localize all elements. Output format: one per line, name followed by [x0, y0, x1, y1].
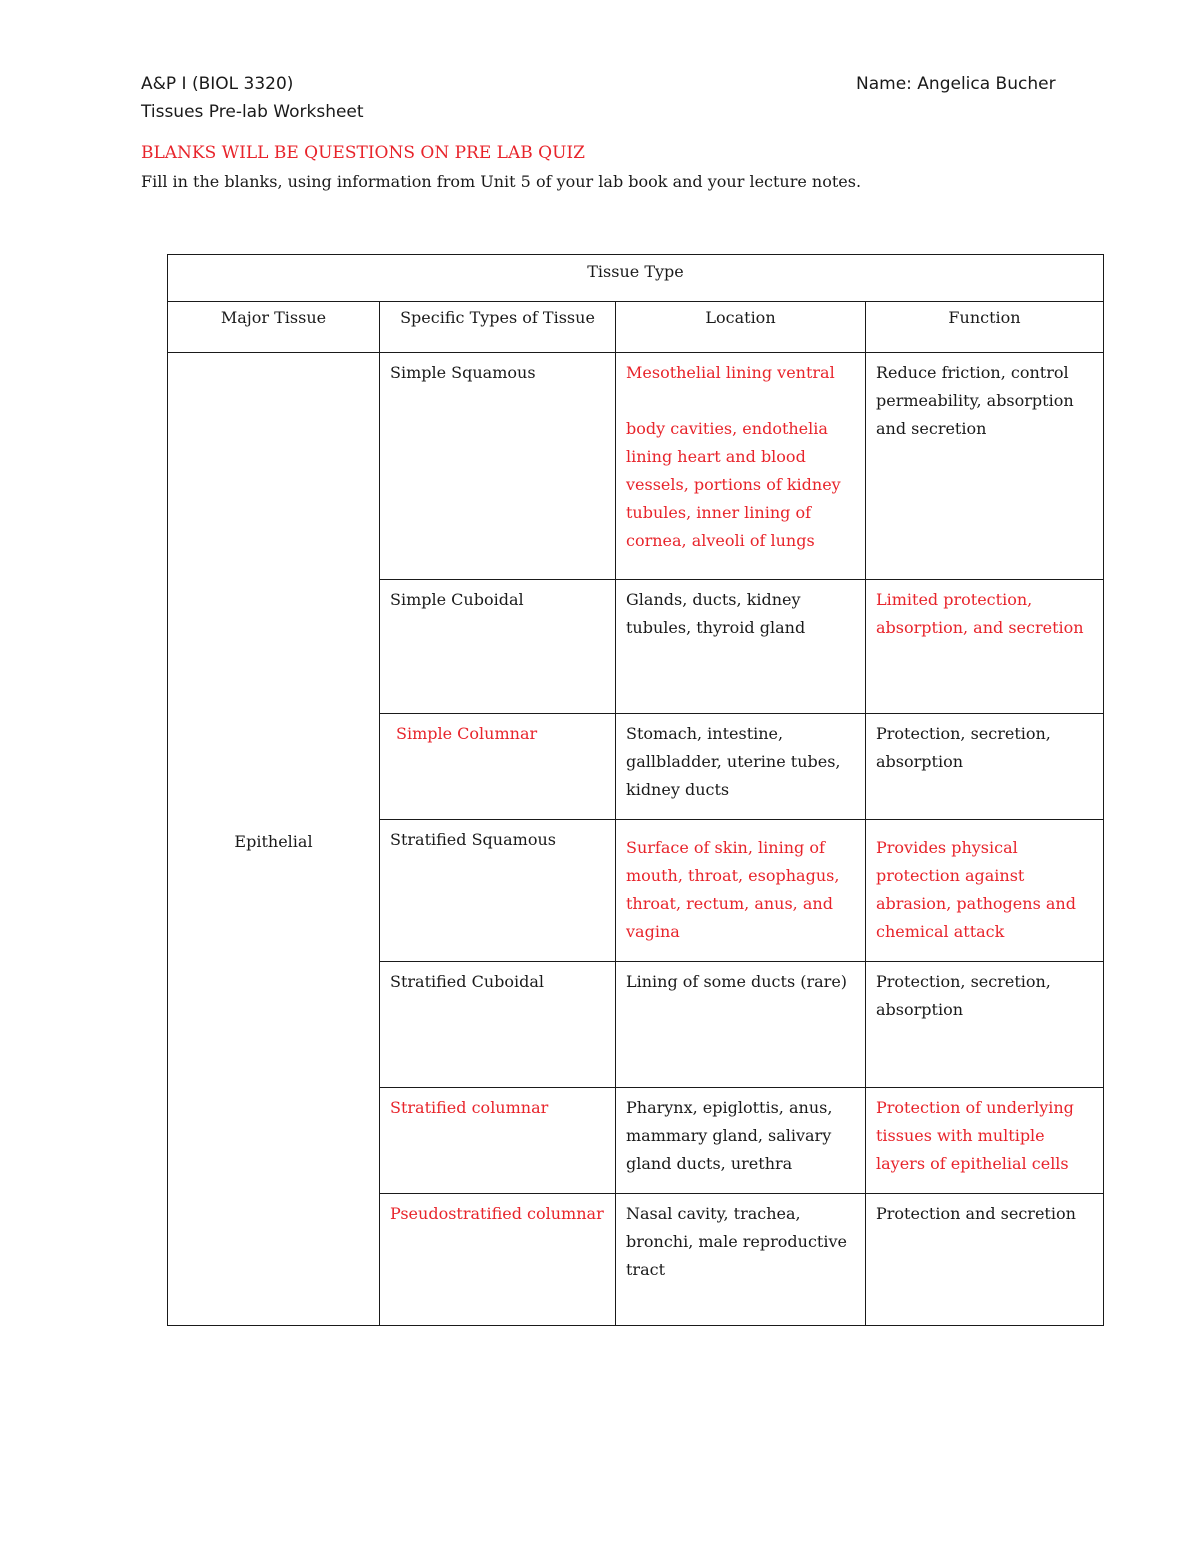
location-cell: Surface of skin, lining of mouth, throat, esophagus, throat, rectum, anus, and vagina [616, 820, 866, 962]
table-row [168, 353, 1104, 580]
tissue-type-cell: Stratified columnar [380, 1088, 616, 1194]
tissue-type-cell: Simple Columnar [380, 714, 616, 820]
student-name: Name: Angelica Bucher [856, 74, 1056, 94]
table-title-row [168, 255, 1104, 302]
column-header-major-tissue: Major Tissue [168, 302, 380, 353]
location-cell: Lining of some ducts (rare) [616, 962, 866, 1088]
function-cell: Limited protection, absorption, and secretion [866, 580, 1104, 714]
function-cell: Protection and secretion [866, 1194, 1104, 1326]
tissue-type-cell: Stratified Cuboidal [380, 962, 616, 1088]
location-cell: Mesothelial lining ventral body cavities, endothelia lining heart and blood vessels, portions of kidney tubules, inner lining of cornea, alveoli of lungs [616, 353, 866, 580]
course-title: A&P I (BIOL 3320) [141, 74, 294, 94]
function-cell: Reduce friction, control permeability, absorption and secretion [866, 353, 1104, 580]
function-cell: Protection of underlying tissues with multiple layers of epithelial cells [866, 1088, 1104, 1194]
tissue-table [167, 254, 1104, 1326]
function-cell: Protection, secretion, absorption [866, 714, 1104, 820]
function-cell: Protection, secretion, absorption [866, 962, 1104, 1088]
location-cell: Nasal cavity, trachea, bronchi, male reproductive tract [616, 1194, 866, 1326]
instructions: Fill in the blanks, using information from Unit 5 of your lab book and your lecture notes. [141, 172, 862, 191]
major-tissue-label: Epithelial [234, 832, 313, 851]
major-tissue-cell [168, 353, 380, 1326]
tissue-type-cell: Simple Cuboidal [380, 580, 616, 714]
column-header-specific-types: Specific Types of Tissue [380, 302, 616, 353]
column-header-function: Function [866, 302, 1104, 353]
location-cell: Pharynx, epiglottis, anus, mammary gland, salivary gland ducts, urethra [616, 1088, 866, 1194]
tissue-type-cell: Simple Squamous [380, 353, 616, 580]
column-header-location: Location [616, 302, 866, 353]
table-title: Tissue Type [168, 255, 1104, 302]
function-cell: Provides physical protection against abrasion, pathogens and chemical attack [866, 820, 1104, 962]
tissue-type-cell: Pseudostratified columnar [380, 1194, 616, 1326]
tissue-type-cell: Stratified Squamous [380, 820, 616, 962]
location-cell: Stomach, intestine, gallbladder, uterine tubes, kidney ducts [616, 714, 866, 820]
table-header-row [168, 302, 1104, 353]
worksheet-title: Tissues Pre-lab Worksheet [141, 102, 364, 122]
quiz-notice: BLANKS WILL BE QUESTIONS ON PRE LAB QUIZ [141, 143, 585, 163]
location-cell: Glands, ducts, kidney tubules, thyroid gland [616, 580, 866, 714]
